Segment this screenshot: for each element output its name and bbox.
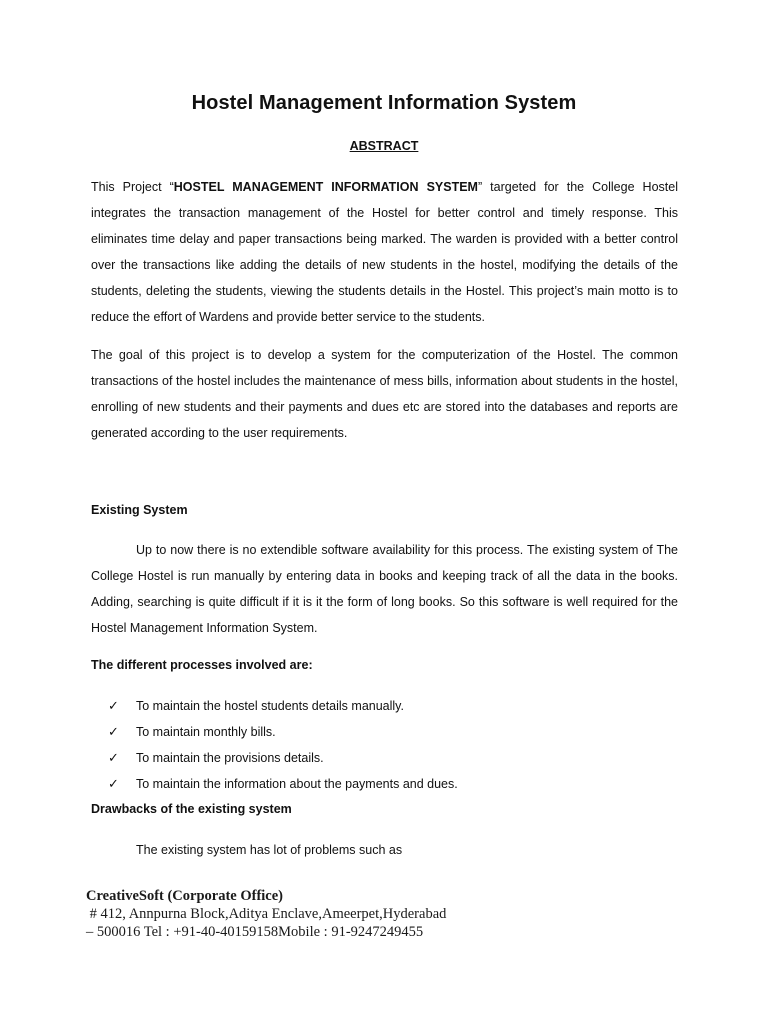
abstract-heading: ABSTRACT bbox=[349, 139, 419, 153]
check-icon: ✓ bbox=[108, 698, 119, 713]
list-item-text: To maintain the hostel students details manually. bbox=[136, 699, 404, 713]
check-icon: ✓ bbox=[108, 750, 119, 765]
abstract-paragraph-1 bbox=[91, 174, 678, 330]
check-icon: ✓ bbox=[108, 776, 119, 791]
list-item bbox=[108, 745, 458, 771]
existing-system-paragraph: Up to now there is no extendible software availability for this process. The existing system of The College Hostel is run manually by entering data in books and keeping track of all the data in the books. Adding, searching is quite difficult if it is it the form of long books. So this software is well required for the Hostel Management Information System. bbox=[91, 543, 678, 635]
drawbacks-intro: The existing system has lot of problems such as bbox=[136, 843, 403, 857]
list-item bbox=[108, 693, 458, 719]
abstract-paragraph-2: The goal of this project is to develop a system for the computerization of the Hostel. The common transactions of the hostel includes the maintenance of mess bills, information about students in the hostel, enrolling of new students and their payments and dues etc are stored into the databases and reports are generated according to the user requirements. bbox=[91, 348, 678, 440]
list-item-text: To maintain the information about the payments and dues. bbox=[136, 777, 458, 791]
project-name: HOSTEL MANAGEMENT INFORMATION SYSTEM bbox=[173, 180, 478, 194]
abstract-paragraph-1-prefix: This Project “ bbox=[91, 180, 174, 194]
footer-company: CreativeSoft (Corporate Office) bbox=[86, 888, 284, 904]
drawbacks-heading: Drawbacks of the existing system bbox=[91, 802, 292, 816]
processes-heading: The different processes involved are: bbox=[91, 658, 313, 672]
document-title: Hostel Management Information System bbox=[191, 92, 577, 114]
processes-list bbox=[108, 693, 458, 797]
list-item bbox=[108, 771, 458, 797]
existing-system-heading: Existing System bbox=[91, 503, 188, 517]
footer bbox=[86, 887, 446, 941]
check-icon: ✓ bbox=[108, 724, 119, 739]
footer-address-line-1: # 412, Annpurna Block,Aditya Enclave,Ameerpet,Hyderabad bbox=[86, 906, 447, 922]
abstract-paragraph-1-suffix: ” targeted for the College Hostel integrates the transaction management of the Hostel for better control and timely response. This eliminates time delay and paper transactions being marked. The warden is provided with a better control over the transactions like adding the details of new students in the hostel, modifying the details of the students, deleting the students, viewing the students details in the Hostel. This project’s main motto is to reduce the effort of Wardens and provide better service to the students. bbox=[91, 180, 678, 324]
footer-address-line-2: – 500016 Tel : +91-40-40159158Mobile : 91-9247249455 bbox=[86, 924, 424, 940]
list-item-text: To maintain monthly bills. bbox=[136, 725, 276, 739]
list-item bbox=[108, 719, 458, 745]
list-item-text: To maintain the provisions details. bbox=[136, 751, 324, 765]
